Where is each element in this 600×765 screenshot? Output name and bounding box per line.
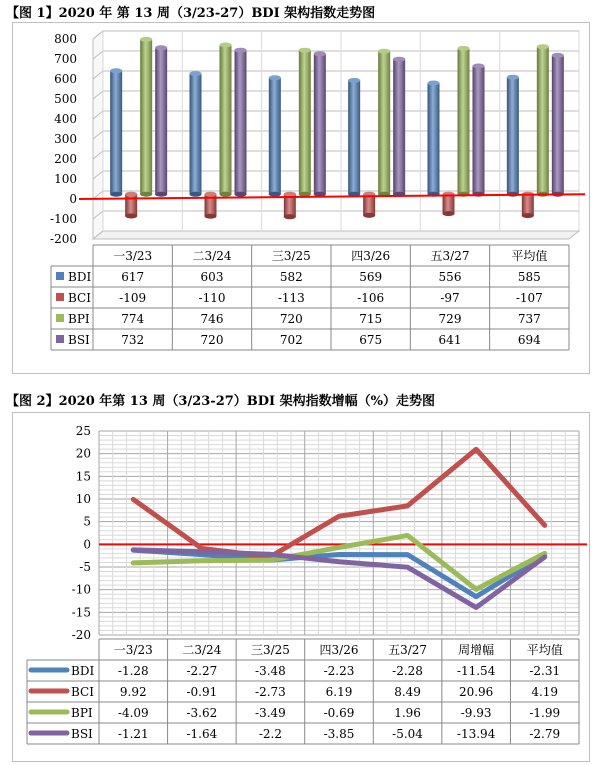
legend-key-BCI [56,293,64,301]
y-tick-label: 300 [54,132,77,146]
data-label: 617 [121,270,145,284]
y-tick-label: 400 [54,112,77,126]
data-label: -2.73 [255,685,286,699]
data-label: -0.91 [186,685,218,699]
bar-BDI-3 [348,78,360,197]
data-label: 9.92 [119,685,147,699]
legend-label-BPI: BPI [71,706,93,720]
data-label: 1.96 [394,706,421,720]
data-label: -110 [198,291,226,305]
data-label: -109 [119,291,147,305]
y-tick-label: 25 [75,424,91,438]
y-tick-label: -10 [71,582,91,597]
legend-label-BSI: BSI [71,727,93,741]
bar-BPI-5 [537,44,549,196]
data-label: 569 [359,270,383,284]
data-label: -3.49 [255,706,286,720]
y-tick-label: 100 [54,172,77,186]
category-label: 一3/23 [113,643,153,657]
category-label: 四3/26 [319,643,359,657]
figure-1-chart [13,23,589,373]
data-label: 746 [200,312,224,326]
data-label: -2.2 [258,727,282,741]
category-label: 平均值 [511,249,548,263]
y-tick-label: -200 [50,232,77,246]
bar-BPI-1 [220,43,232,197]
y-tick-label: -15 [71,605,91,620]
data-label: 641 [438,333,462,347]
data-label: -2.28 [392,664,423,678]
data-label: 694 [517,333,541,347]
legend-label-BCI: BCI [71,685,94,699]
category-label: 二3/24 [192,249,232,263]
y-tick-label: 600 [54,72,77,86]
bar-BSI-2 [314,51,326,196]
y-tick-label: 800 [54,32,77,46]
figure-2-chart [13,413,589,761]
y-tick-label: 0 [83,537,91,552]
bar-BDI-4 [428,81,440,197]
plot-floor [93,231,579,239]
category-label: 二3/24 [182,643,222,657]
legend-key-BSI [56,335,64,343]
legend-key-BPI [56,314,64,322]
data-label: -11.54 [456,664,496,678]
bar-BDI-2 [269,75,281,196]
y-tick-label: -5 [79,560,91,574]
data-label: 20.96 [458,685,494,699]
data-label: 715 [359,312,383,326]
figure-2-title: 【图 2】2020 年第 13 周（3/23-27）BDI 架构指数增幅（%）走势图 [6,394,436,409]
y-tick-label: 500 [54,92,77,106]
data-label: -1.28 [117,664,149,678]
bar-BDI-0 [110,68,122,196]
data-label: -13.94 [456,727,496,741]
bar-BDI-5 [507,75,519,197]
category-label: 周增幅 [458,643,495,657]
data-label: -113 [277,291,305,305]
y-tick-label: 20 [75,446,91,461]
data-label: 4.19 [531,685,559,699]
data-label: -4.09 [117,706,149,720]
data-label: 774 [121,312,145,326]
legend-label-BCI: BCI [68,291,91,305]
data-label: 720 [200,333,224,347]
data-label: -5.04 [392,727,423,741]
figure-1-panel [12,22,590,374]
data-label: 720 [279,312,303,326]
data-label: 585 [517,270,541,284]
data-label: -2.79 [529,727,561,741]
figure-2-panel [12,412,590,762]
bar-BSI-3 [393,57,405,197]
category-label: 五3/27 [430,249,470,263]
category-label: 三3/25 [250,643,290,657]
legend-label-BDI: BDI [71,664,95,678]
data-label: 8.49 [394,685,421,699]
data-label: -3.48 [255,664,286,678]
category-label: 五3/27 [388,643,428,657]
y-tick-label: 10 [75,492,91,506]
data-label: -1.21 [117,727,149,741]
data-label: -9.93 [460,706,492,720]
bar-BPI-3 [378,49,390,197]
data-label: 737 [517,312,541,326]
category-label: 一3/23 [113,249,153,263]
data-label: -107 [515,291,543,305]
data-label: 556 [438,270,462,284]
bar-BPI-2 [299,48,311,197]
category-label: 四3/26 [351,249,391,263]
data-label: -106 [357,291,385,305]
y-tick-label: 15 [75,469,91,484]
data-label: 603 [200,270,224,284]
bar-BSI-1 [235,48,247,197]
bar-BSI-0 [155,45,167,196]
data-label: -2.31 [529,664,561,678]
y-tick-label: 0 [69,192,77,206]
y-tick-label: 700 [54,52,77,66]
data-label: -2.27 [186,664,218,678]
legend-label-BSI: BSI [68,333,90,347]
bar-BSI-4 [473,64,485,197]
y-tick-label: -100 [50,212,77,226]
bar-BCI-2 [284,192,296,220]
y-tick-label: 5 [83,514,91,529]
bar-BPI-0 [140,37,152,197]
category-label: 平均值 [526,643,563,657]
data-label: 582 [279,270,303,284]
data-label: 729 [438,312,462,326]
legend-key-BDI [56,272,64,280]
data-label: 6.19 [325,685,353,699]
figure-1-title: 【图 1】2020 年 第 13 周（3/23-27）BDI 架构指数走势图 [6,6,376,21]
bar-BPI-4 [458,46,470,197]
bar-BDI-1 [190,71,202,197]
bar-BCI-0 [125,192,137,219]
data-label: -0.69 [323,706,355,720]
data-label: -1.99 [529,706,561,720]
bar-BCI-1 [205,192,217,219]
legend-label-BPI: BPI [68,312,90,326]
data-label: -3.62 [186,706,218,720]
category-label: 三3/25 [271,249,311,263]
data-label: -1.64 [186,727,218,741]
y-tick-label: -20 [71,628,91,642]
data-label: -97 [440,291,460,305]
data-label: -2.23 [323,664,355,678]
data-label: 675 [359,333,383,347]
bar-BSI-5 [552,53,564,197]
y-tick-label: 200 [54,152,77,166]
legend-label-BDI: BDI [68,270,92,284]
data-label: -3.85 [323,727,355,741]
data-label: 702 [279,333,303,347]
data-label: 732 [121,333,145,347]
